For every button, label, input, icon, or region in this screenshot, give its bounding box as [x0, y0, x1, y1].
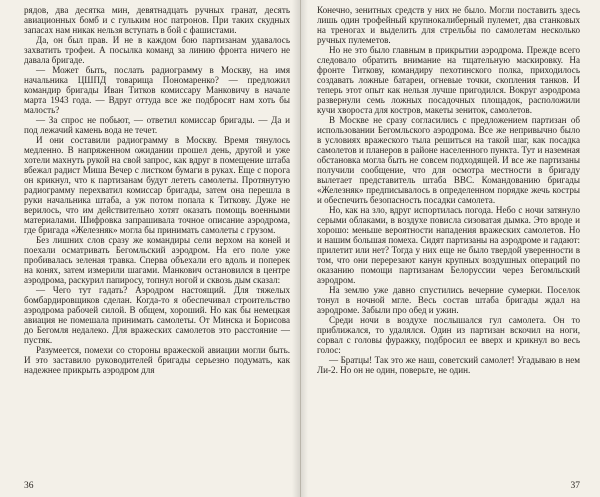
paragraph: рядов, два десятка мин, девятнадцать ручных гранат, десять авиационных бомб и с гульким нос патронов. При таких скудных запасах нам никак нельзя вступать в бой с фашистами. — [24, 5, 290, 35]
right-page-text — [317, 5, 580, 375]
paragraph: Да, он был прав. И не в каждом бою партизанам удавалось захватить трофеи. А посылка команд за линию фронта ничего не давала бригаде. — [24, 35, 290, 65]
page-number: 36 — [24, 481, 34, 491]
page-number: 37 — [570, 481, 580, 491]
paragraph: Но не это было главным в прикрытии аэродрома. Прежде всего следовало обратить внимание на тщательную маскировку. На фронте Титкову, командиру пехотинского полка, приходилось создавать ложные батареи, огневые точки, скопления танков. И теперь этот опыт как нельзя лучше пригодился. Вокруг аэродрома развернули семь ложных посадочных площадок, расположили кучи хвороста для костров, макеты зениток, самолетов. — [317, 45, 580, 115]
paragraph: — За спрос не побьют, — ответил комиссар бригады. — Да и под лежачий камень вода не течет. — [24, 115, 290, 135]
paragraph: — Может быть, послать радиограмму в Москву, на имя начальника ЦШПД товарища Пономаренко? — предложил командир бригады Иван Титков комиссару Манковичу в начале марта 1943 года. — Вдруг оттуда все же подбросят нам хоть бы малость? — [24, 65, 290, 115]
paragraph: Без лишних слов сразу же командиры сели верхом на коней и поехали осматривать Бегомльский аэродром. На его поле уже пробивалась зеленая травка. Сперва объехали его вдоль и поперек на конях, затем измерили шагами. Манкович остановился в центре аэродрома, раскурил папиросу, топнул ногой и сквозь дым сказал: — [24, 235, 290, 285]
left-page-text — [24, 5, 290, 375]
paragraph: На землю уже давно спустились вечерние сумерки. Поселок тонул в ночной мгле. Весь состав штаба бригады ждал на аэродроме. Забыли про обед и ужин. — [317, 285, 580, 315]
paragraph: Разумеется, помехи со стороны вражеской авиации могли быть. И это заставило руководителей бригады серьезно подумать, как надежнее прикрыть аэродром для — [24, 345, 290, 375]
paragraph: В Москве не сразу согласились с предложением партизан об использовании Бегомльского аэродрома. Все же непривычно было в условиях вражеского тыла решиться на такой шаг, как посадка самолетов и планеров в районе населенного пункта. Тут и наземная обстановка могла быть не совсем подходящей. И все же партизаны получили сообщение, что для осмотра местности в бригаду вылетает представитель штаба ВВС. Командованию бригады «Железняк» предписывалось в определенном порядке жечь костры и обеспечить безопасность посадки самолета. — [317, 115, 580, 205]
paragraph: — Братцы! Так это же наш, советский самолет! Угадываю в нем Ли-2. Но он не один, поверьте, не один. — [317, 355, 580, 375]
paragraph: Но, как на зло, вдруг испортилась погода. Небо с ночи затянуло серыми облаками, в воздухе повисла сизоватая дымка. Это вроде и хорошо: меньше вероятности нападения вражеских самолетов. Но и нашим большая помеха. Сидят партизаны на аэродроме и гадают: прилетит или нет? Тогда у них еще не было твердой уверенности в том, что они перерезают канун крупных воздушных операций по оказанию помощи партизанам Белоруссии через Бегомльский аэродром. — [317, 205, 580, 285]
paragraph: И они составили радиограмму в Москву. Время тянулось медленно. В напряженном ожидании прошел день, другой и уже хотели махнуть рукой на свой запрос, как вдруг в помещение штаба вбежал радист Миша Вечер с листком бумаги в руках. Еще с порога он крикнул, что к партизанам будут лететь самолеты. Протянутую радиограмму перехватил комиссар бригады, затем она перешла в руки начальника штаба, а уж потом попала к Титкову. Дуже не верилось, что им действительно хотят оказать помощь военными материалами. Шифровка запрашивала точное описание аэродрома, где бригада «Железняк» могла бы принимать самолеты с грузом. — [24, 135, 290, 235]
paragraph: — Чего тут гадать? Аэродром настоящий. Для тяжелых бомбардировщиков сделан. Когда-то я обеспечивал строительство аэродрома рабочей силой. В общем, хороший. Но как бы немецкая авиация не помешала принимать самолеты. От Минска и Борисова до Бегомля недалеко. Для вражеских самолетов это расстояние — пустяк. — [24, 285, 290, 345]
right-page — [300, 0, 600, 497]
paragraph: Среди ночи в воздухе послышался гул самолета. Он то приближался, то удалялся. Один из партизан вскочил на ноги, сорвал с головы фуражку, подбросил ее вверх и крикнул во весь голос: — [317, 315, 580, 355]
paragraph: Конечно, зенитных средств у них не было. Могли поставить здесь лишь один трофейный крупнокалиберный пулемет, два станковых на треногах и выделить для стрельбы по самолетам несколько ручных пулеметов. — [317, 5, 580, 45]
